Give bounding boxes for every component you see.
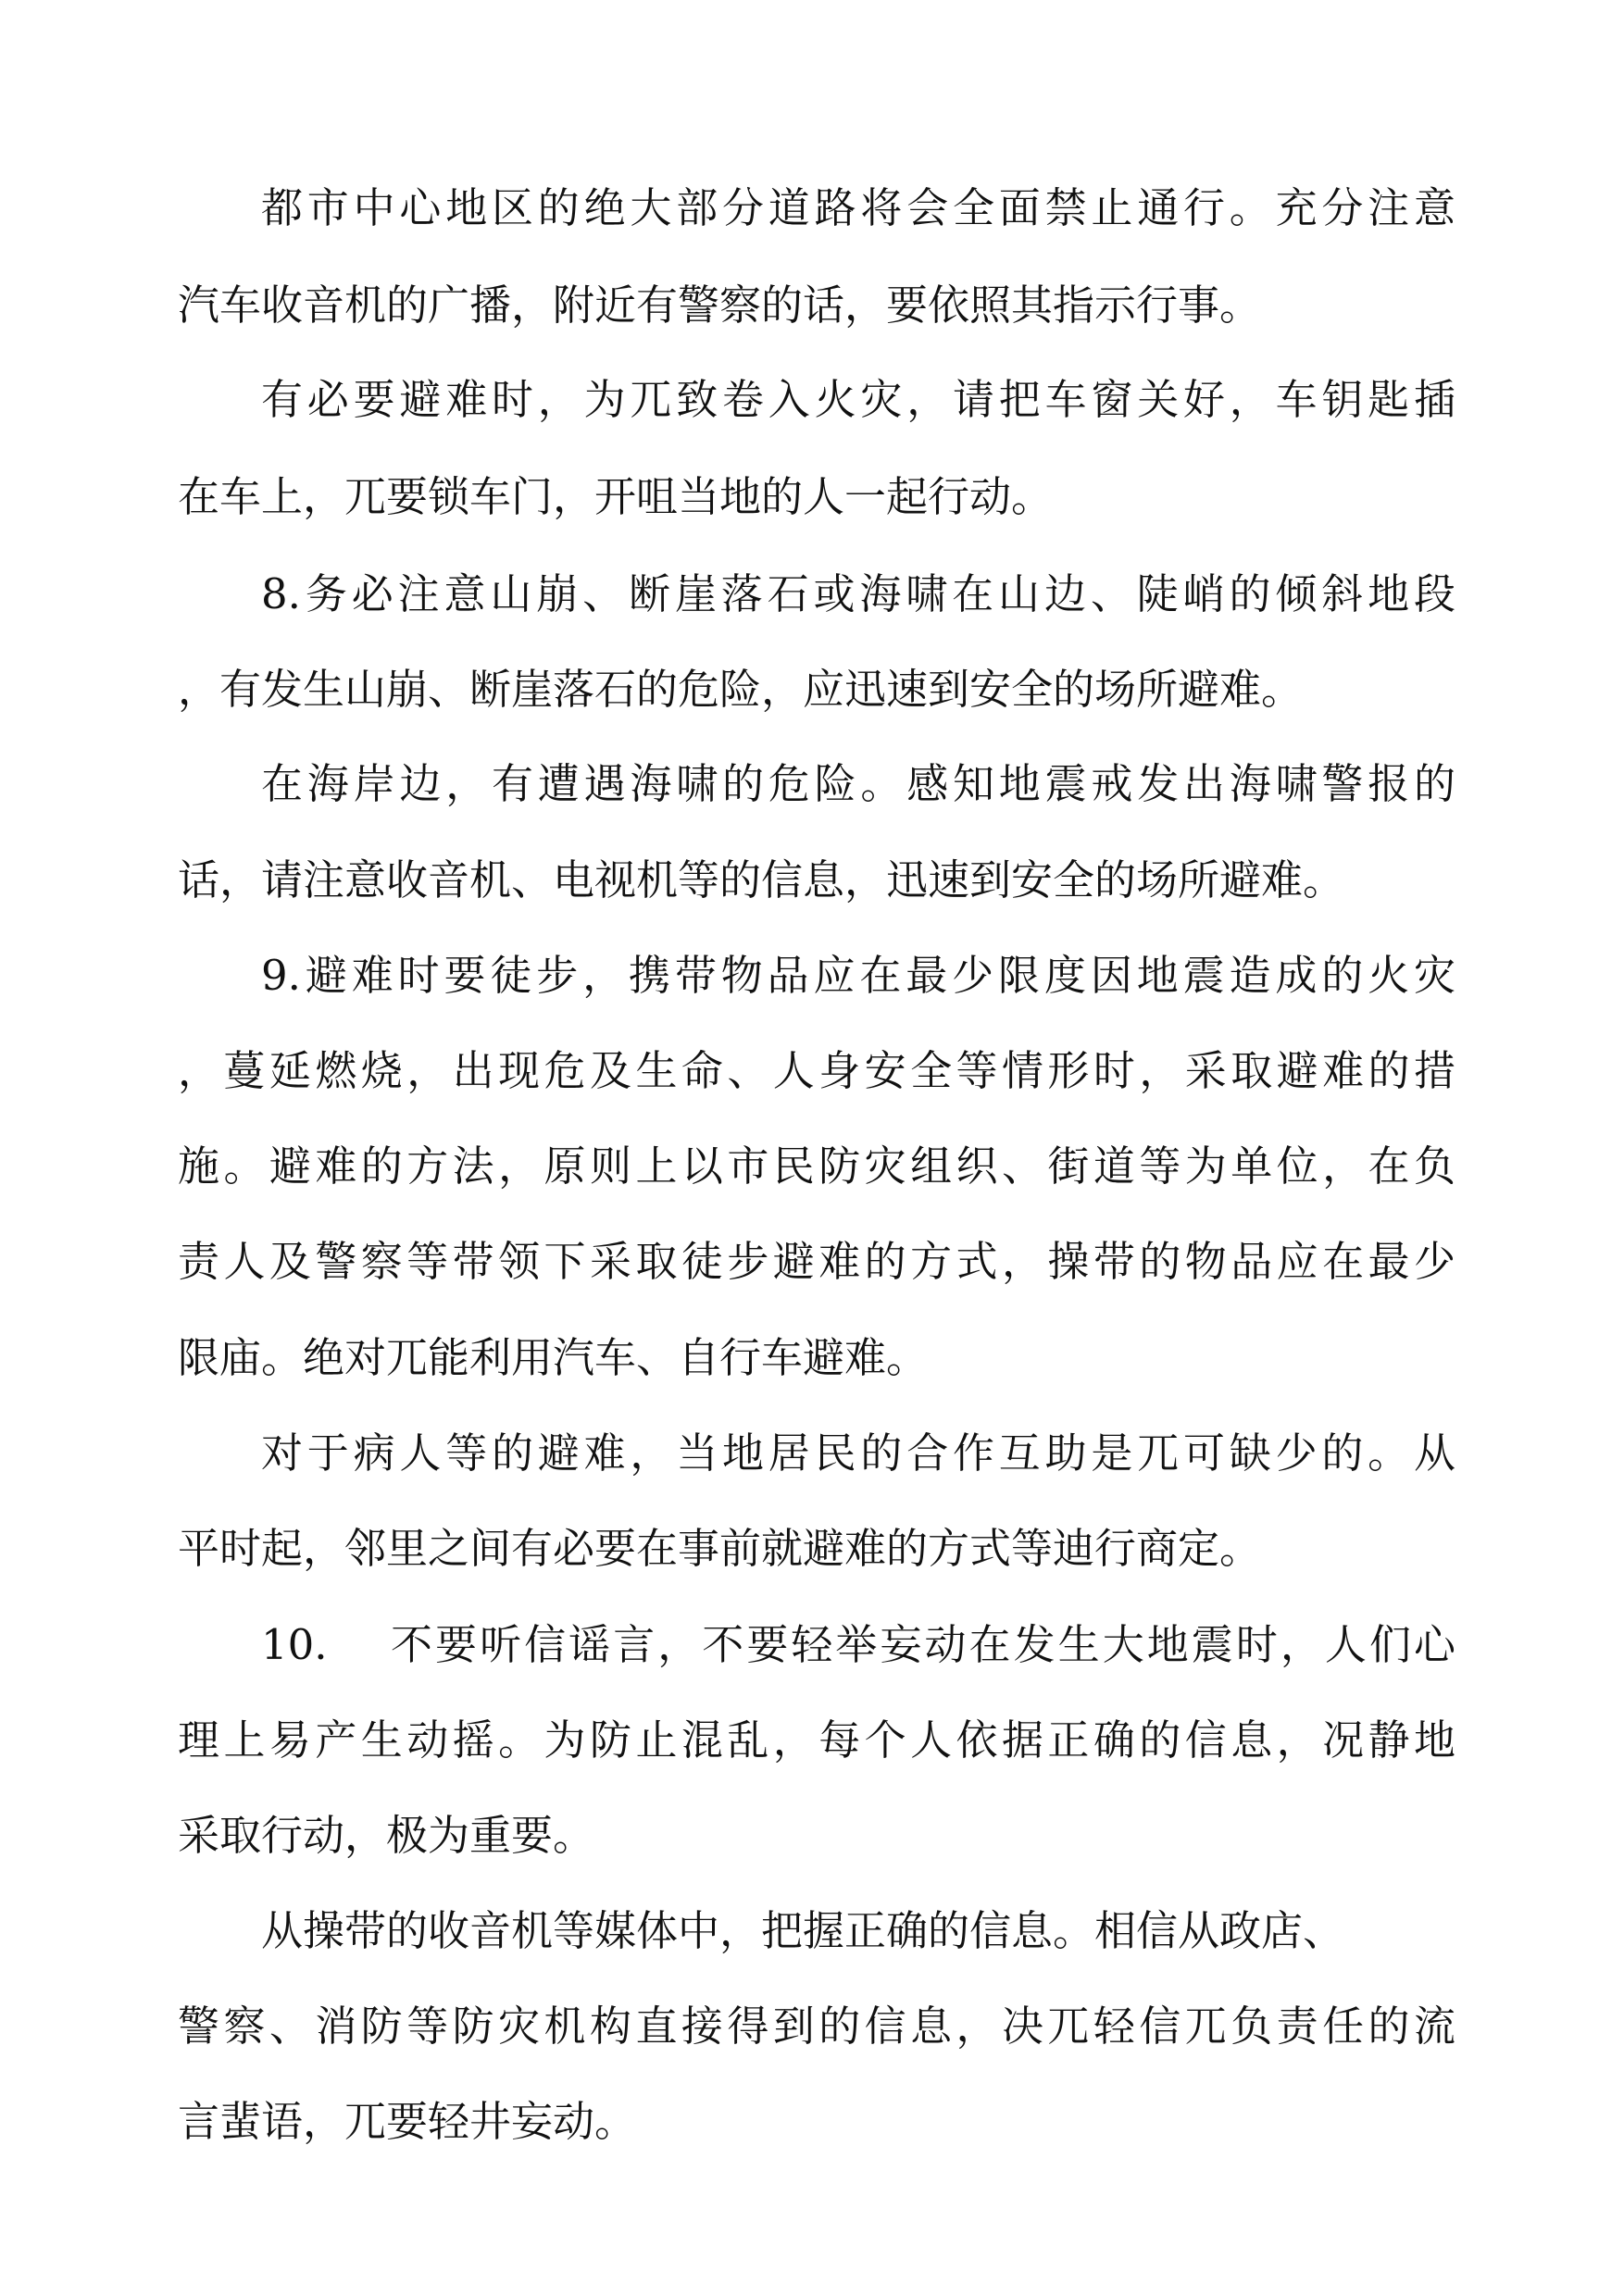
text-line: 汽车收音机的广播，附近有警察的话，要依照其指示行事。 <box>178 281 1262 330</box>
text-line: 8.务必注意山崩、断崖落石或海啸在山边、陡峭的倾斜地段 <box>261 569 1455 618</box>
text-line: 理上易产生动摇。为防止混乱，每个人依据正确的信息，况静地 <box>178 1715 1455 1765</box>
text-line: 限庙。绝对兀能利用汽车、自行车避难。 <box>178 1333 929 1382</box>
text-line: 责人及警察等带领下采取徒步避难的方式，操带的物品应在最少 <box>178 1237 1455 1286</box>
text-line: 言蜚语，兀要轻井妄动。 <box>178 2097 637 2146</box>
text-line: 话，请注意收音机、电视机等的信息，迅速到安全的场所避难。 <box>178 855 1345 904</box>
text-line: 9.避难时要徒步，携带物品应在最少限度因地震造成的火灾 <box>261 951 1455 1000</box>
text-line: 有必要避难时，为兀致卷入火灾，请把车窗关好，车钥匙插 <box>261 375 1455 424</box>
text-line: 采取行动，极为重要。 <box>178 1811 595 1860</box>
text-line: 10. 不要听信谣言，不要轻举妄动在发生大地震时，人们心 <box>261 1620 1455 1669</box>
text-line: 警察、消防等防灾机构直接得到的信息，决兀轻信兀负责任的流 <box>178 2002 1455 2051</box>
text-line: 都市中心地区的绝大部分道路将会全面禁止通行。充分注意 <box>261 183 1455 232</box>
text-line: 施。避难的方法，原则上以市民防灾组织、街道等为单位，在负 <box>178 1141 1455 1191</box>
text-line: ，蔓延燃烧，出现危及生命、人身安全等情形时，采取避难的措 <box>178 1046 1455 1095</box>
text-line: 在车上，兀要锁车门，开咀当地的人一起行动。 <box>178 472 1054 521</box>
text-line: 对于病人等的避难，当地居民的合作互助是兀可缺少的。从 <box>261 1428 1455 1478</box>
text-line: 平时起，邻里之间有必要在事前就避难的方式等迪行商定。 <box>178 1524 1262 1573</box>
text-line: 从操带的收音机等媒体中，把握正确的信息。相信从政店、 <box>261 1906 1345 1955</box>
text-line: ，有发生山崩、断崖落石的危险，应迅速到安全的场所避难。 <box>178 665 1304 714</box>
text-line: 在海岸边，有遭遇海啸的危险。感知地震戒发出海啸警报的 <box>261 759 1455 808</box>
